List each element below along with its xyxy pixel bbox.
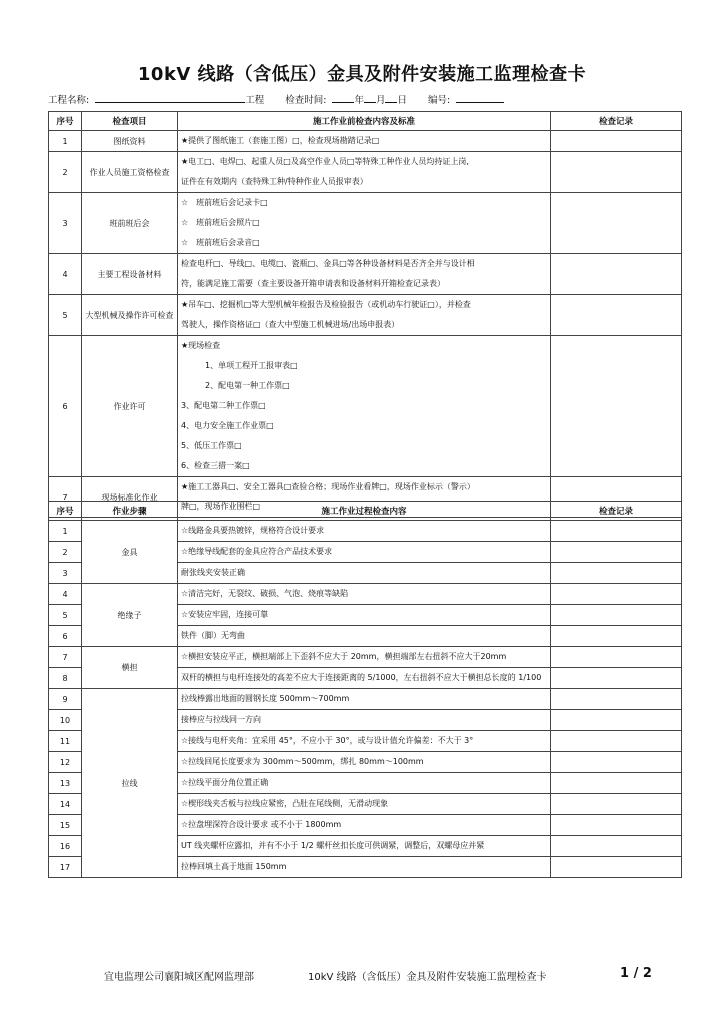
check-record-cell[interactable] xyxy=(551,131,682,152)
header-item: 检查项目 xyxy=(82,112,178,131)
check-item: 班前班后会 xyxy=(82,193,178,254)
row-no: 9 xyxy=(49,689,82,710)
process-content: 拉棒回填土高于地面 150mm xyxy=(178,857,551,878)
check-item: 作业许可 xyxy=(82,336,178,477)
header-step: 作业步骤 xyxy=(82,502,178,521)
row-no: 4 xyxy=(49,584,82,605)
table-row xyxy=(49,152,682,193)
project-suffix: 工程 xyxy=(245,95,265,106)
work-step: 拉线 xyxy=(82,689,178,878)
content-line: 5、低压工作票□ xyxy=(181,441,242,450)
day-field[interactable] xyxy=(385,93,397,103)
check-item: 作业人员施工资格检查 xyxy=(82,152,178,193)
header-record: 检查记录 xyxy=(551,112,682,131)
check-record-cell[interactable] xyxy=(551,731,682,752)
check-record-cell[interactable] xyxy=(551,336,682,477)
check-item: 图纸资料 xyxy=(82,131,178,152)
row-no: 6 xyxy=(49,336,82,477)
content-line: ☆ 班前班后会照片□ xyxy=(181,218,260,227)
work-step: 金具 xyxy=(82,521,178,584)
process-content: 拉线棒露出地面的圆钢长度 500mm～700mm xyxy=(178,689,551,710)
table-row xyxy=(49,254,682,295)
check-content xyxy=(178,295,551,336)
row-no: 17 xyxy=(49,857,82,878)
process-content: ☆横担安装应平正，横担端部上下歪斜不应大于 20mm，横担端部左右扭斜不应大于20mm xyxy=(178,647,551,668)
page-number: 1 / 2 xyxy=(620,966,652,981)
process-content: 铁件（脚）无弯曲 xyxy=(178,626,551,647)
check-record-cell[interactable] xyxy=(551,689,682,710)
row-no: 4 xyxy=(49,254,82,295)
row-no: 10 xyxy=(49,710,82,731)
check-record-cell[interactable] xyxy=(551,521,682,542)
process-content: ☆安装应牢固，连接可靠 xyxy=(178,605,551,626)
content-line: ☆ 班前班后会录音□ xyxy=(181,238,260,247)
content-line: 6、检查三措一案□ xyxy=(181,461,250,470)
row-no: 8 xyxy=(49,668,82,689)
check-record-cell[interactable] xyxy=(551,542,682,563)
year-label: 年 xyxy=(354,95,364,106)
row-no: 3 xyxy=(49,193,82,254)
row-no: 5 xyxy=(49,605,82,626)
table-row xyxy=(49,295,682,336)
row-no: 7 xyxy=(49,647,82,668)
process-content: UT 线夹螺杆应露扣，并有不小于 1/2 螺杆丝扣长度可供调紧，调整后，双螺母应并紧 xyxy=(178,836,551,857)
page-title: 10kV 线路（含低压）金具及附件安装施工监理检查卡 xyxy=(137,64,587,85)
year-field[interactable] xyxy=(332,93,354,103)
process-content: ☆拉线平面分角位置正确 xyxy=(178,773,551,794)
header-no: 序号 xyxy=(49,112,82,131)
row-no: 5 xyxy=(49,295,82,336)
header-no: 序号 xyxy=(49,502,82,521)
check-record-cell[interactable] xyxy=(551,815,682,836)
check-record-cell[interactable] xyxy=(551,752,682,773)
row-no: 7 xyxy=(49,477,82,518)
row-no: 1 xyxy=(49,521,82,542)
header-content: 施工作业过程检查内容 xyxy=(178,502,551,521)
row-no: 1 xyxy=(49,131,82,152)
check-record-cell[interactable] xyxy=(551,773,682,794)
work-step: 横担 xyxy=(82,647,178,689)
check-record-cell[interactable] xyxy=(551,193,682,254)
content-line: ★提供了图纸施工（套施工图）□，检查现场勘踏记录□ xyxy=(181,136,380,145)
check-date-label: 检查时间: xyxy=(285,95,327,106)
footer-doc-title: 10kV 线路（含低压）金具及附件安装施工监理检查卡 xyxy=(308,972,547,983)
process-content: ☆拉线回尾长度要求为 300mm～500mm，绑扎 80mm～100mm xyxy=(178,752,551,773)
row-no: 14 xyxy=(49,794,82,815)
row-no: 2 xyxy=(49,152,82,193)
check-record-cell[interactable] xyxy=(551,152,682,193)
table-row xyxy=(49,584,682,605)
check-record-cell[interactable] xyxy=(551,584,682,605)
check-content xyxy=(178,131,551,152)
number-field[interactable] xyxy=(456,93,504,103)
content-line: 2、配电第一种工作票□ xyxy=(205,381,290,390)
check-content xyxy=(178,336,551,477)
process-table-header xyxy=(49,502,682,521)
check-item: 现场标准化作业 xyxy=(82,477,178,518)
content-line: ★现场检查 xyxy=(181,341,221,350)
row-no: 12 xyxy=(49,752,82,773)
row-no: 11 xyxy=(49,731,82,752)
check-record-cell[interactable] xyxy=(551,254,682,295)
content-line: 检查电杆□、导线□、电缆□、瓷瓶□、金具□等各种设备材料是否齐全并与设计相 xyxy=(181,259,475,268)
content-line: ☆ 班前班后会记录卡□ xyxy=(181,198,268,207)
month-field[interactable] xyxy=(364,93,376,103)
check-record-cell[interactable] xyxy=(551,647,682,668)
process-content: ☆线路金具要热镀锌，规格符合设计要求 xyxy=(178,521,551,542)
check-record-cell[interactable] xyxy=(551,626,682,647)
row-no: 6 xyxy=(49,626,82,647)
content-line: ★施工工器具□、安全工器具□查验合格；现场作业看牌□，现场作业标示（警示） xyxy=(181,482,475,491)
table-row xyxy=(49,689,682,710)
check-record-cell[interactable] xyxy=(551,605,682,626)
check-record-cell[interactable] xyxy=(551,857,682,878)
content-line: 牌□，现场作业围栏□ xyxy=(181,502,261,511)
check-record-cell[interactable] xyxy=(551,563,682,584)
check-item: 大型机械及操作许可检查 xyxy=(82,295,178,336)
process-content: 双杆的横担与电杆连接处的高差不应大于连接距离的 5/1000，左右扭斜不应大于横担总长度的 1/100 xyxy=(178,668,551,689)
header-record: 检查记录 xyxy=(551,502,682,521)
process-content: ☆绝缘导线配套的金具应符合产品技术要求 xyxy=(178,542,551,563)
process-content: ☆楔形线夹舌板与拉线应紧密，凸肚在尾线侧，无滑动现象 xyxy=(178,794,551,815)
footer-company: 宜电监理公司襄阳城区配网监理部 xyxy=(104,972,254,983)
check-content xyxy=(178,193,551,254)
pre-table-header xyxy=(49,112,682,131)
content-line: 驾驶人，操作资格证□（查大中型施工机械进场/出场申报表） xyxy=(181,320,400,329)
work-step: 绝缘子 xyxy=(82,584,178,647)
check-record-cell[interactable] xyxy=(551,668,682,689)
table-row xyxy=(49,521,682,542)
table-row xyxy=(49,193,682,254)
project-name-label: 工程名称: xyxy=(48,95,90,106)
content-line: 3、配电第二种工作票□ xyxy=(181,401,266,410)
check-record-cell[interactable] xyxy=(551,836,682,857)
process-content: 接棒应与拉线同一方向 xyxy=(178,710,551,731)
day-label: 日 xyxy=(397,95,407,106)
pre-work-check-table xyxy=(48,111,682,518)
row-no: 3 xyxy=(49,563,82,584)
check-item: 主要工程设备材料 xyxy=(82,254,178,295)
check-content xyxy=(178,254,551,295)
process-content: ☆清洁完好，无裂纹、破损、气泡、烧痕等缺陷 xyxy=(178,584,551,605)
content-line: ★吊车□、挖掘机□等大型机械年检报告及检验报告（或机动车行驶证□），并检查 xyxy=(181,300,471,309)
content-line: 4、电力安全施工作业票□ xyxy=(181,421,274,430)
table-row xyxy=(49,131,682,152)
process-content: ☆拉盘埋深符合设计要求 或不小于 1800mm xyxy=(178,815,551,836)
month-label: 月 xyxy=(375,95,386,106)
project-meta-line xyxy=(48,92,510,106)
table-row xyxy=(49,647,682,668)
content-line: 1、单项工程开工报审表□ xyxy=(205,361,298,370)
row-no: 15 xyxy=(49,815,82,836)
header-content: 施工作业前检查内容及标准 xyxy=(178,112,551,131)
row-no: 2 xyxy=(49,542,82,563)
check-record-cell[interactable] xyxy=(551,295,682,336)
project-name-field[interactable] xyxy=(95,93,245,103)
process-content: 耐张线夹安装正确 xyxy=(178,563,551,584)
row-no: 13 xyxy=(49,773,82,794)
table-row xyxy=(49,336,682,477)
check-record-cell[interactable] xyxy=(551,794,682,815)
number-label: 编号: xyxy=(428,95,451,106)
row-no: 16 xyxy=(49,836,82,857)
check-record-cell[interactable] xyxy=(551,710,682,731)
content-line: ★电工□、电焊□、起重人员□及高空作业人员□等特殊工种作业人员均持证上岗, xyxy=(181,157,469,166)
check-content xyxy=(178,152,551,193)
process-content: ☆接线与电杆夹角：宜采用 45°，不应小于 30°，或与设计值允许偏差：不大于 3° xyxy=(178,731,551,752)
process-check-table xyxy=(48,501,682,878)
content-line: 证件在有效期内（查特殊工种/特种作业人员报审表） xyxy=(181,177,368,186)
content-line: 符，能满足施工需要（查主要设备开箱申请表和设备材料开箱检查记录表） xyxy=(181,279,445,288)
